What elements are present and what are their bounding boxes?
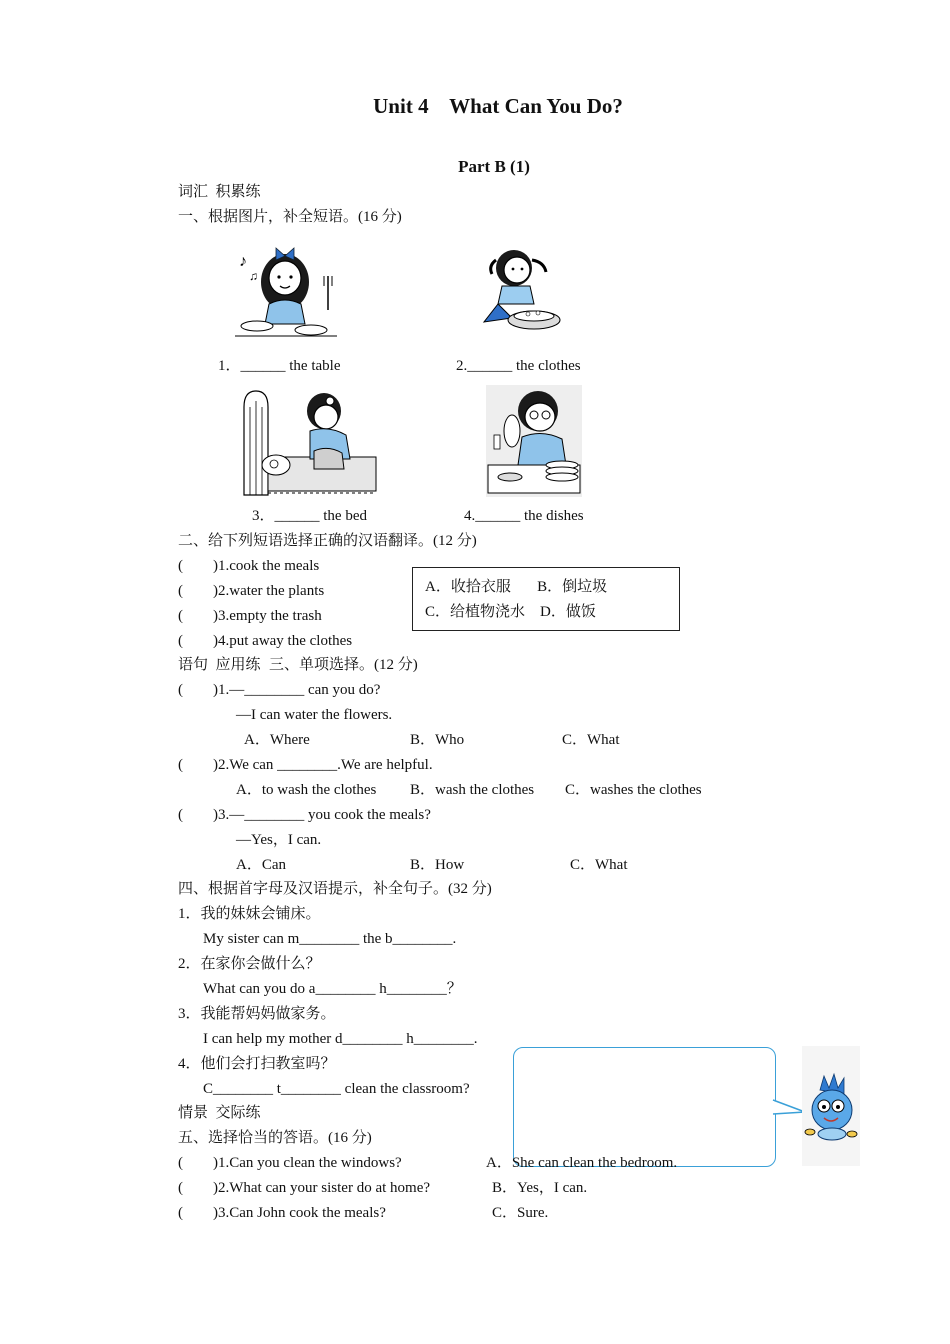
s1-item-3: 3．______ the bed <box>252 508 367 524</box>
s5-item-3-question: ( )3.Can John cook the meals? <box>178 1205 386 1221</box>
s2-item-3: ( )3.empty the trash <box>178 608 322 624</box>
s4-item-1-cn: 1．我的妹妹会铺床。 <box>178 906 321 922</box>
speech-bubble <box>513 1047 776 1167</box>
s3-q2-opt-a: A．to wash the clothes <box>236 782 377 798</box>
s3-q2-opt-b: B．wash the clothes <box>410 782 535 798</box>
section-label-vocab: 词汇 积累练 <box>178 184 261 200</box>
s2-item-4: ( )4.put away the clothes <box>178 633 353 649</box>
s4-item-3-en: I can help my mother d________ h________. <box>203 1031 478 1047</box>
s2-options-row-2: C．给植物浇水 D．做饭 <box>425 604 596 620</box>
s2-item-2: ( )2.water the plants <box>178 583 325 599</box>
svg-text:♫: ♫ <box>249 269 258 283</box>
s2-heading: 二、给下列短语选择正确的汉语翻译。(12 分) <box>178 533 477 549</box>
section-label-sentence: 语句 应用练 <box>178 657 261 673</box>
s4-item-2-cn: 2．在家你会做什么？ <box>178 956 321 972</box>
s1-item-2: 2.______ the clothes <box>456 358 581 374</box>
s1-heading: 一、根据图片，补全短语。(16 分) <box>178 209 402 225</box>
s2-item-1: ( )1.cook the meals <box>178 558 320 574</box>
s3-q1-opt-b: B．Who <box>410 732 465 748</box>
s2-options-box <box>412 567 680 631</box>
speech-bubble-tail <box>772 1098 806 1118</box>
s3-q2: ( )2.We can ________.We are helpful. <box>178 757 433 773</box>
girl-washing-clothes-illustration <box>472 238 568 338</box>
girl-setting-table-illustration <box>235 240 337 342</box>
s3-q1-opt-c: C．What <box>562 732 620 748</box>
s4-item-4-en: C________ t________ clean the classroom? <box>203 1081 470 1097</box>
s5-item-3-answer: C．Sure. <box>492 1205 549 1221</box>
s5-item-2-answer: B．Yes，I can. <box>492 1180 588 1196</box>
s5-heading: 五、选择恰当的答语。(16 分) <box>178 1130 372 1146</box>
s3-q3-answer: —Yes，I can. <box>236 832 322 848</box>
page-subtitle: Part B (1) <box>458 157 530 176</box>
s5-item-1-answer: A．She can clean the bedroom. <box>486 1155 678 1171</box>
s1-item-4: 4.______ the dishes <box>464 508 584 524</box>
s4-item-3-cn: 3．我能帮妈妈做家务。 <box>178 1006 336 1022</box>
svg-text:♪: ♪ <box>239 253 247 270</box>
s3-q3-opt-a: A．Can <box>236 857 286 873</box>
s3-q1-answer: —I can water the flowers. <box>236 707 393 723</box>
s3-q1-opt-a: A．Where <box>244 732 310 748</box>
page-title: Unit 4 What Can You Do? <box>373 94 623 118</box>
girl-making-bed-illustration <box>240 387 378 497</box>
s3-q3-opt-b: B．How <box>410 857 465 873</box>
s3-heading: 三、单项选择。(12 分) <box>269 657 418 673</box>
mascot-character-illustration <box>802 1046 860 1166</box>
s5-item-2-question: ( )2.What can your sister do at home? <box>178 1180 431 1196</box>
s4-item-1-en: My sister can m________ the b________. <box>203 931 457 947</box>
s1-item-1: 1．______ the table <box>218 358 341 374</box>
section-label-situation: 情景 交际练 <box>178 1105 261 1121</box>
s3-q3-opt-c: C．What <box>570 857 628 873</box>
s4-item-4-cn: 4．他们会打扫教室吗？ <box>178 1056 336 1072</box>
s3-q3: ( )3.—________ you cook the meals? <box>178 807 431 823</box>
s2-options-row-1: A．收拾衣服 B．倒垃圾 <box>425 579 608 595</box>
s5-item-1-question: ( )1.Can you clean the windows? <box>178 1155 402 1171</box>
boy-washing-dishes-illustration <box>486 385 582 497</box>
s4-heading: 四、根据首字母及汉语提示，补全句子。(32 分) <box>178 881 492 897</box>
s4-item-2-en: What can you do a________ h________？ <box>203 981 462 997</box>
s3-q2-opt-c: C．washes the clothes <box>565 782 702 798</box>
s3-q1: ( )1.—________ can you do? <box>178 682 381 698</box>
